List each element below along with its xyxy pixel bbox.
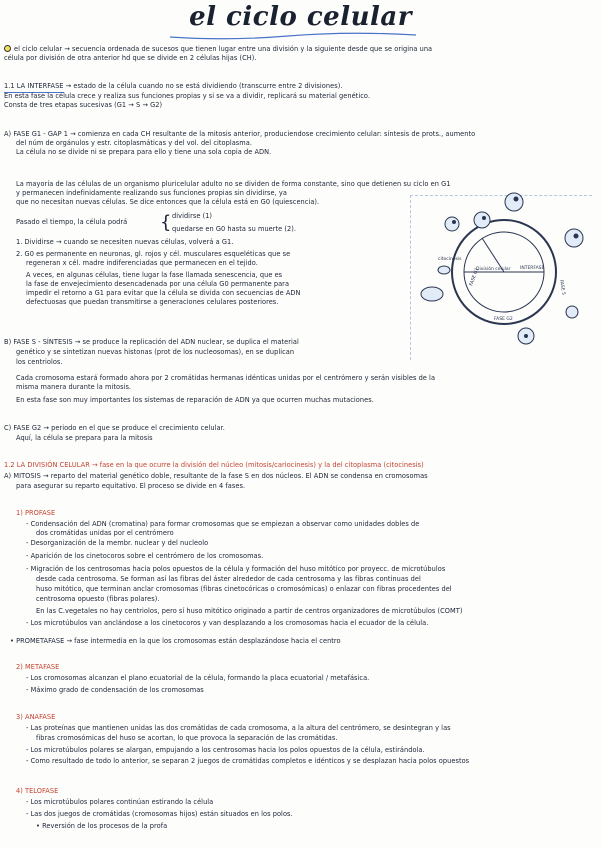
g1-line-2: del núm de orgánulos y estr. citoplasmáticas y del vol. del citoplasma.: [16, 139, 252, 147]
fase-g1-label: FASE G1: [469, 267, 481, 287]
metafase-heading: 2) METAFASE: [16, 663, 60, 671]
g1-line-4: La mayoría de las células de un organismo pluricelular adulto no se dividen de forma constante, sino que detienen su ciclo en G1: [16, 180, 451, 188]
profase-line-2: dos cromátidas unidas por el centrómero: [36, 529, 174, 537]
g1-option-1: dividirse (1): [172, 212, 213, 220]
division-line-2: A) MITOSIS → reparto del material genético doble, resultante de la fase S en dos núcleos. El ADN se condensa en cromosomas: [4, 472, 428, 480]
telofase-line-2: - Las dos juegos de cromátidas (cromosomas hijos) están situados en los polos.: [26, 810, 293, 818]
profase-line-6: desde cada centrosoma. Se forman así las fibras del áster alrededor de cada centrosoma y las fibras continuas del: [36, 575, 421, 583]
interfase-line-3: Consta de tres etapas sucesivas (G1 → S → G2): [4, 101, 163, 109]
interfase-line-2: En esta fase la célula crece y realiza sus funciones propias y si se va a dividir, replicará su material genético.: [4, 92, 370, 100]
prometafase-line: • PROMETAFASE → fase intermedia en la que los cromosomas están desplazándose hacia el centro: [10, 637, 341, 645]
g1-line-12: regeneran x cél. madre indiferenciadas que permanecen en el tejido.: [26, 259, 258, 267]
s-line-2: genético y se sintetizan nuevas histonas (prot de los nucleosomas), en se duplican: [16, 348, 295, 356]
anafase-line-1: - Las proteínas que mantienen unidas las dos cromátidas de cada cromosoma, a la altura del centrómero, se desintegran y las: [26, 724, 451, 732]
interfase-label: INTERFASE: [520, 266, 545, 271]
telofase-line-3: • Reversión de los procesos de la profa: [36, 822, 168, 830]
s-line-1: B) FASE S - SÍNTESIS → se produce la replicación del ADN nuclear, se duplica el material: [4, 338, 299, 346]
g1-line-13: A veces, en algunas células, tiene lugar la fase llamada senescencia, que es: [26, 271, 283, 279]
cell-icon: [505, 193, 523, 211]
s-line-3: los centriolos.: [16, 358, 63, 366]
g1-line-3: La célula no se divide ni se prepara para ello y tiene una sola copia de ADN.: [16, 148, 272, 156]
profase-line-1: - Condensación del ADN (cromatina) para formar cromosomas que se empiezan a observar como unidades dobles de: [26, 520, 420, 528]
intro-line-2: célula por división de otra anterior hd que se divide en 2 células hijas (CH).: [4, 54, 257, 62]
metafase-line-2: - Máximo grado de condensación de los cromosomas: [26, 686, 204, 694]
g1-line-5: y permanecen indefinidamente realizando sus funciones propias sin dividirse, ya: [16, 189, 287, 197]
cell-icon: [565, 229, 583, 247]
page-title: el ciclo celular: [189, 2, 412, 32]
g1-line-10: 1. Dividirse → cuando se necesiten nuevas células, volverá a G1.: [16, 238, 234, 246]
cell-cycle-diagram: [412, 190, 598, 360]
profase-line-9: En las C.vegetales no hay centriolos, pero sí huso mitótico originado a partir de centros organizadores de microtúbulos (COMT): [36, 607, 463, 615]
g2-line-1: C) FASE G2 → periodo en el que se produce el crecimiento celular.: [4, 424, 225, 432]
telofase-line-1: - Los microtúbulos polares continúan estirando la célula: [26, 798, 214, 806]
anafase-heading: 3) ANAFASE: [16, 713, 56, 721]
s-line-4: Cada cromosoma estará formado ahora por 2 cromátidas hermanas idénticas unidas por el centrómero y serán visibles de la: [16, 374, 436, 382]
profase-line-7: huso mitótico, que terminan anclar cromosomas (fibras cinetocóricas o cromosómicas) o enlazar con fibras procedentes del: [36, 585, 452, 593]
nucleus-icon: [452, 220, 456, 224]
profase-line-10: - Los microtúbulos van anclándose a los cinetocoros y van desplazando a los cromosomas hacia el ecuador de la célula.: [26, 619, 429, 627]
division-heading: 1.2 LA DIVISIÓN CELULAR → fase en la que ocurre la división del núcleo (mitosis/cariocinesis) y la del citoplasma (citocinesis): [4, 461, 424, 469]
anafase-line-2: fibras cromosómicas del huso se acortan, lo que provoca la separación de las cromátidas.: [36, 734, 338, 742]
s-line-5: misma manera durante la mitosis.: [16, 383, 132, 391]
g2-line-2: Aquí, la célula se prepara para la mitosis: [16, 434, 153, 442]
fase-g2-label: FASE G2: [494, 317, 513, 322]
profase-heading: 1) PROFASE: [16, 509, 56, 517]
title-underline: [168, 32, 418, 42]
g1-line-16: defectuosas que puedan transmitirse a generaciones celulares posteriores.: [26, 298, 279, 306]
s-line-6: En esta fase son muy importantes los sistemas de reparación de ADN ya que ocurren muchas mutaciones.: [16, 396, 374, 404]
metafase-line-1: - Los cromosomas alcanzan el plano ecuatorial de la célula, formando la placa ecuatorial / metafásica.: [26, 674, 370, 682]
g1-line-1: A) FASE G1 - GAP 1 → comienza en cada CH resultante de la mitosis anterior, produciendose crecimiento celular: síntesis de prots., aumento: [4, 130, 476, 138]
anafase-line-3: - Los microtúbulos polares se alargan, empujando a los centrosomas hacia los polos opuestos de la célula, estirándola.: [26, 746, 425, 754]
profase-line-8: centrosoma opuesto (fibras polares).: [36, 595, 160, 603]
profase-line-5: - Migración de los centrosomas hacia polos opuestos de la célula y formación del huso mitótico por proyecc. de microtúbulos: [26, 565, 446, 573]
interfase-heading: 1.1 LA INTERFASE → estado de la célula cuando no se está dividiendo (transcurre entre 2 divisiones).: [4, 82, 343, 90]
nucleus-icon: [574, 234, 579, 239]
telofase-heading: 4) TELOFASE: [16, 787, 59, 795]
cell-icon: [438, 266, 450, 274]
cell-icon: [474, 212, 490, 228]
cell-icon: [445, 217, 459, 231]
g1-line-15: impedir el retorno a G1 para evitar que la célula se divida con secuencias de ADN: [26, 289, 301, 297]
fase-s-label: FASE S: [558, 279, 566, 296]
center-label: División celular: [476, 267, 511, 272]
g1-option-2: quedarse en G0 hasta su muerte (2).: [172, 225, 297, 233]
g1-line-6: que no necesitan nuevas células. Se dice entonces que la célula está en G0 (quiescencia).: [16, 198, 320, 206]
bullet-icon: [4, 45, 11, 52]
g1-line-11: 2. G0 es permanente en neuronas, gl. rojos y cél. musculares esqueléticas que se: [16, 250, 291, 258]
anafase-line-4: - Como resultado de todo lo anterior, se separan 2 juegos de cromátidas completos e idénticos y se desplazan hacia polos opuestos: [26, 757, 470, 765]
intro-line-1: el ciclo celular → secuencia ordenada de sucesos que tienen lugar entre una división y la siguiente desde que se origina una: [4, 45, 432, 53]
profase-line-3: - Desorganización de la membr. nuclear y del nucleolo: [26, 539, 209, 547]
division-line-3: para asegurar su reparto equitativo. El proceso se divide en 4 fases.: [16, 482, 246, 490]
brace-icon: {: [160, 212, 172, 233]
citocinesis-label: citocinesis: [438, 257, 462, 262]
g1-line-14: la fase de envejecimiento desencadenada por una célula G0 permanente para: [26, 280, 290, 288]
nucleus-icon: [514, 197, 519, 202]
g1-line-7: Pasado el tiempo, la célula podrá: [16, 218, 128, 226]
nucleus-icon: [482, 216, 486, 220]
profase-line-4: - Aparición de los cinetocoros sobre el centrómero de los cromosomas.: [26, 552, 264, 560]
cell-icon: [566, 306, 578, 318]
dividing-cell-icon: [421, 287, 443, 301]
nucleus-icon: [524, 334, 528, 338]
